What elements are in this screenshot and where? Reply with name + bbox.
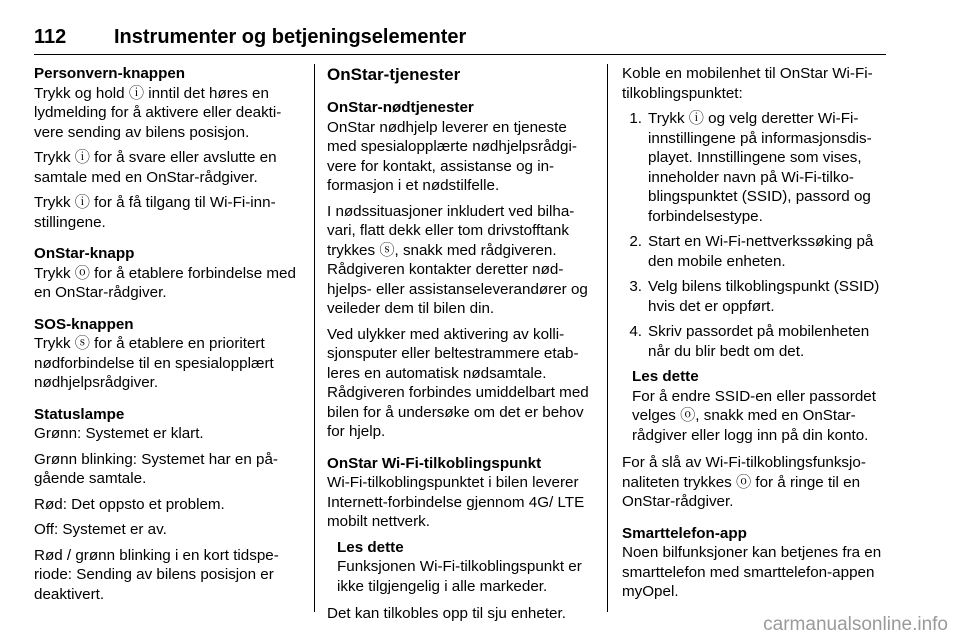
step-number: 3. <box>629 278 642 295</box>
paragraph: Koble en mobilenhet til OnStar Wi-Fi-tilkoblingspunktet: <box>622 65 873 102</box>
step-number: 2. <box>629 233 642 250</box>
section-smartphone-app <box>622 524 890 602</box>
chapter-title: OnStar-tjenester <box>327 65 461 84</box>
paragraph: Rød: Det oppsto et problem. <box>34 495 225 513</box>
list-item <box>622 232 890 271</box>
note-box <box>337 538 595 597</box>
note-text: Funksjonen Wi-Fi-tilkoblingspunkt er ikke tilgjengelig i alle markeder. <box>337 558 582 595</box>
paragraph: Trykk og hold ⓘ inntil det høres en lydmelding for å aktivere eller deakti-vere sending av bilens posisjon. <box>34 84 282 141</box>
section-onstar-button <box>34 244 302 303</box>
section-heading: SOS-knappen <box>34 315 134 333</box>
section-emergency-services <box>327 98 595 442</box>
note-heading: Les dette <box>337 538 404 556</box>
section-heading: OnStar-nødtjenester <box>327 99 474 116</box>
note-text: For å endre SSID-en eller passordet velges ⓞ, snakk med en OnStar-rådgiver eller logg inn på din konto. <box>632 387 876 444</box>
paragraph: Trykk ⓘ for å svare eller avslutte en samtale med en OnStar-rådgiver. <box>34 149 277 186</box>
paragraph: Trykk ⓘ for å få tilgang til Wi-Fi-inn-stillingene. <box>34 194 276 231</box>
step-number: 4. <box>629 323 642 340</box>
section-heading: Statuslampe <box>34 405 125 423</box>
step-text: Start en Wi-Fi-nettverkssøking på den mobile enheten. <box>648 233 874 270</box>
paragraph: Grønn blinking: Systemet har en på-gående samtale. <box>34 450 278 487</box>
paragraph: Ved ulykker med aktivering av kolli-sjonsputer eller beltestrammere etab-leres en automatisk nødsamtale. Rådgiveren forbindes umiddelbart med bilen for å undersøke om det er behov for hjelp. <box>327 325 589 440</box>
paragraph: Noen bilfunksjoner kan betjenes fra en smarttelefon med smarttelefon-appen myOpel. <box>622 544 882 600</box>
section-privacy-button <box>34 64 302 232</box>
note-box <box>632 367 890 445</box>
section-sos-button <box>34 315 302 393</box>
list-item <box>622 322 890 361</box>
paragraph: Rød / grønn blinking i en kort tidspe-riode: Sending av bilens posisjon er deaktivert. <box>34 546 279 603</box>
section-heading: Smarttelefon-app <box>622 524 747 542</box>
steps-list <box>622 109 890 361</box>
column-1 <box>34 64 302 610</box>
column-2 <box>327 64 595 630</box>
step-text: Trykk ⓘ og velg deretter Wi-Fi-innstillingene på informasjonsdis-playet. Innstillingene som vises, inneholder navn på Wi-Fi-tilko-blingspunktet (SSID), passord og forbindelsestype. <box>648 110 872 225</box>
section-wifi-hotspot <box>327 454 595 624</box>
paragraph: Trykk ⓢ for å etablere en prioritert nødforbindelse til en spesialopplært nødhjelpsrådgiver. <box>34 335 274 391</box>
watermark: carmanualsonline.info <box>763 614 948 635</box>
paragraph: Grønn: Systemet er klart. <box>34 425 204 442</box>
paragraph: I nødssituasjoner inkludert ved bilha-vari, flatt dekk eller tom drivstofftank trykkes ⓢ, snakk med rådgiveren. Rådgiveren kontakter deretter nød-hjelps- eller assistanseleverandører og veileder dem til bilen din. <box>327 202 588 317</box>
column-divider-left <box>314 64 315 612</box>
paragraph: Wi-Fi-tilkoblingspunktet i bilen leverer Internett-forbindelse gjennom 4G/ LTE mobilt nettverk. <box>327 474 585 530</box>
step-text: Skriv passordet på mobilenheten når du blir bedt om det. <box>648 323 870 360</box>
section-status-lamp <box>34 405 302 605</box>
list-item <box>622 277 890 316</box>
step-text: Velg bilens tilkoblingspunkt (SSID) hvis det er oppført. <box>648 278 880 315</box>
list-item <box>622 109 890 226</box>
paragraph: Det kan tilkobles opp til sju enheter. <box>327 605 566 622</box>
page-number: 112 <box>34 26 67 48</box>
note-heading: Les dette <box>632 368 699 385</box>
section-heading: OnStar Wi-Fi-tilkoblingspunkt <box>327 454 542 472</box>
paragraph: Off: Systemet er av. <box>34 521 167 538</box>
section-heading: Personvern-knappen <box>34 65 186 82</box>
paragraph: For å slå av Wi-Fi-tilkoblingsfunksjo-naliteten trykkes ⓞ for å ringe til en OnStar-rådgiver. <box>622 454 866 510</box>
paragraph: Trykk ⓞ for å etablere forbindelse med en OnStar-rådgiver. <box>34 264 296 301</box>
page-header <box>34 26 886 55</box>
column-3 <box>622 64 890 608</box>
paragraph: OnStar nødhjelp leverer en tjeneste med spesialopplærte nødhjelpsrådgi-vere for kontakt, assistanse og in-formasjon i et nødstilfelle. <box>327 118 577 194</box>
section-heading: OnStar-knapp <box>34 245 135 262</box>
column-divider-right <box>607 64 608 612</box>
step-number: 1. <box>629 110 642 127</box>
page-title: Instrumenter og betjeningselementer <box>114 26 467 48</box>
